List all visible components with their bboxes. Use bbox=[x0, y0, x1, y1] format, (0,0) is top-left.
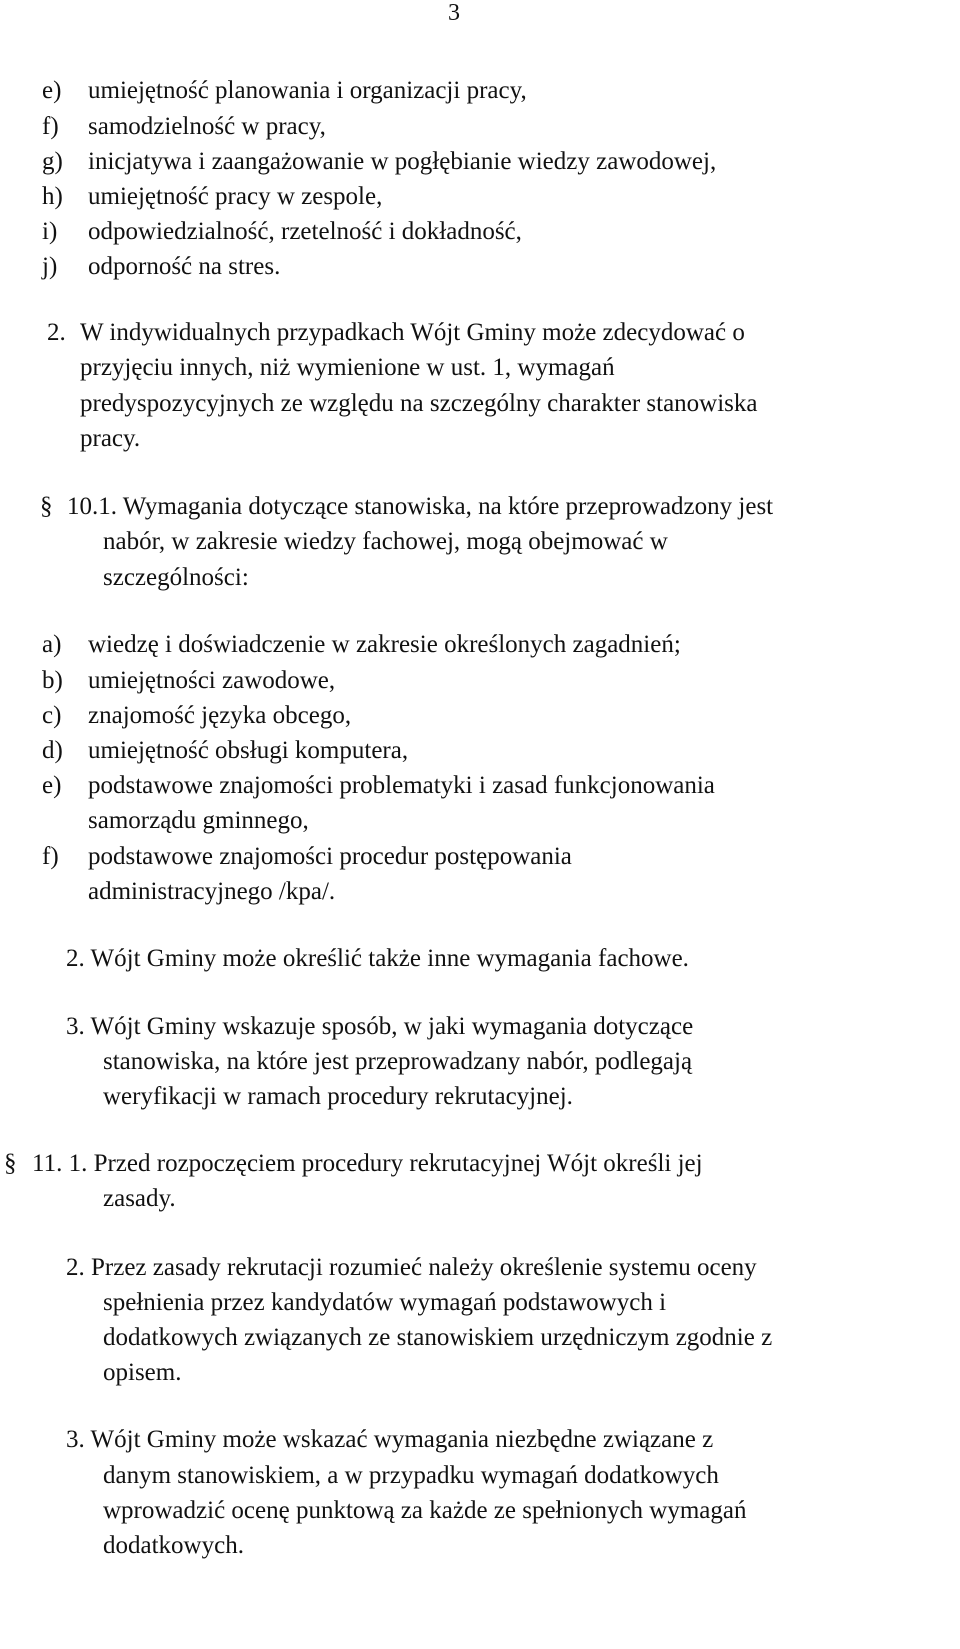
list-item-marker: j) bbox=[42, 253, 58, 280]
list-item-marker: b) bbox=[42, 667, 63, 694]
list-item-marker: f) bbox=[42, 843, 59, 870]
page-number: 3 bbox=[448, 0, 460, 26]
section-lead-line: 10.1. Wymagania dotyczące stanowiska, na które przeprowadzony jest bbox=[67, 493, 774, 520]
paragraph-line: zasady. bbox=[103, 1185, 176, 1212]
paragraph-line: weryfikacji w ramach procedury rekrutacyjnej. bbox=[103, 1083, 573, 1110]
list-item-text: podstawowe znajomości procedur postępowania bbox=[88, 843, 572, 870]
list-item-marker: a) bbox=[42, 631, 62, 658]
list-item-marker: e) bbox=[42, 77, 62, 104]
paragraph-line: wprowadzić ocenę punktową za każde ze spełnionych wymagań bbox=[103, 1497, 747, 1524]
list-item-text: umiejętność pracy w zespole, bbox=[88, 183, 383, 210]
list-item-marker: h) bbox=[42, 183, 63, 210]
paragraph-line: dodatkowych związanych ze stanowiskiem urzędniczym zgodnie z bbox=[103, 1324, 773, 1351]
paragraph-line: predyspozycyjnych ze względu na szczególny charakter stanowiska bbox=[80, 390, 758, 417]
paragraph-line: 2. Wójt Gminy może określić także inne wymagania fachowe. bbox=[66, 945, 689, 972]
paragraph-number: 2. bbox=[47, 319, 66, 346]
paragraph-line: nabór, w zakresie wiedzy fachowej, mogą obejmować w bbox=[103, 528, 668, 555]
paragraph-line: W indywidualnych przypadkach Wójt Gminy może zdecydować o bbox=[80, 319, 745, 346]
list-item-text: inicjatywa i zaangażowanie w pogłębianie wiedzy zawodowej, bbox=[88, 148, 717, 175]
list-item-marker: d) bbox=[42, 737, 63, 764]
paragraph-line: 2. Przez zasady rekrutacji rozumieć należy określenie systemu oceny bbox=[66, 1254, 757, 1281]
paragraph-line: stanowiska, na które jest przeprowadzany nabór, podlegają bbox=[103, 1048, 693, 1075]
list-item-text: znajomość języka obcego, bbox=[88, 702, 352, 729]
list-item-marker: i) bbox=[42, 218, 58, 245]
list-item-text: odporność na stres. bbox=[88, 253, 281, 280]
list-item-text: odpowiedzialność, rzetelność i dokładność, bbox=[88, 218, 522, 245]
paragraph-line: opisem. bbox=[103, 1359, 182, 1386]
list-item-marker: e) bbox=[42, 772, 62, 799]
paragraph-line: pracy. bbox=[80, 425, 141, 452]
list-item-text: wiedzę i doświadczenie w zakresie określonych zagadnień; bbox=[88, 631, 681, 658]
paragraph-line: 3. Wójt Gminy może wskazać wymagania niezbędne związane z bbox=[66, 1426, 714, 1453]
paragraph-line: spełnienia przez kandydatów wymagań podstawowych i bbox=[103, 1289, 667, 1316]
list-item-marker: g) bbox=[42, 148, 63, 175]
list-item-marker: c) bbox=[42, 702, 62, 729]
list-item-text: samodzielność w pracy, bbox=[88, 113, 326, 140]
list-item-text: umiejętność planowania i organizacji pracy, bbox=[88, 77, 527, 104]
list-item-text: umiejętności zawodowe, bbox=[88, 667, 336, 694]
list-item-text: umiejętność obsługi komputera, bbox=[88, 737, 409, 764]
paragraph-line: przyjęciu innych, niż wymienione w ust. 1, wymagań bbox=[80, 354, 615, 381]
paragraph-line: szczególności: bbox=[103, 564, 249, 591]
paragraph-line: danym stanowiskiem, a w przypadku wymagań dodatkowych bbox=[103, 1462, 719, 1489]
paragraph-line: dodatkowych. bbox=[103, 1532, 244, 1559]
section-symbol: § bbox=[40, 493, 53, 520]
paragraph-line: 3. Wójt Gminy wskazuje sposób, w jaki wymagania dotyczące bbox=[66, 1013, 694, 1040]
section-symbol: § bbox=[4, 1150, 17, 1177]
list-item-marker: f) bbox=[42, 113, 59, 140]
section-lead-line: 11. 1. Przed rozpoczęciem procedury rekrutacyjnej Wójt określi jej bbox=[32, 1150, 703, 1177]
list-item-text: podstawowe znajomości problematyki i zasad funkcjonowania bbox=[88, 772, 715, 799]
list-item-text: samorządu gminnego, bbox=[88, 807, 309, 834]
list-item-text: administracyjnego /kpa/. bbox=[88, 878, 336, 905]
